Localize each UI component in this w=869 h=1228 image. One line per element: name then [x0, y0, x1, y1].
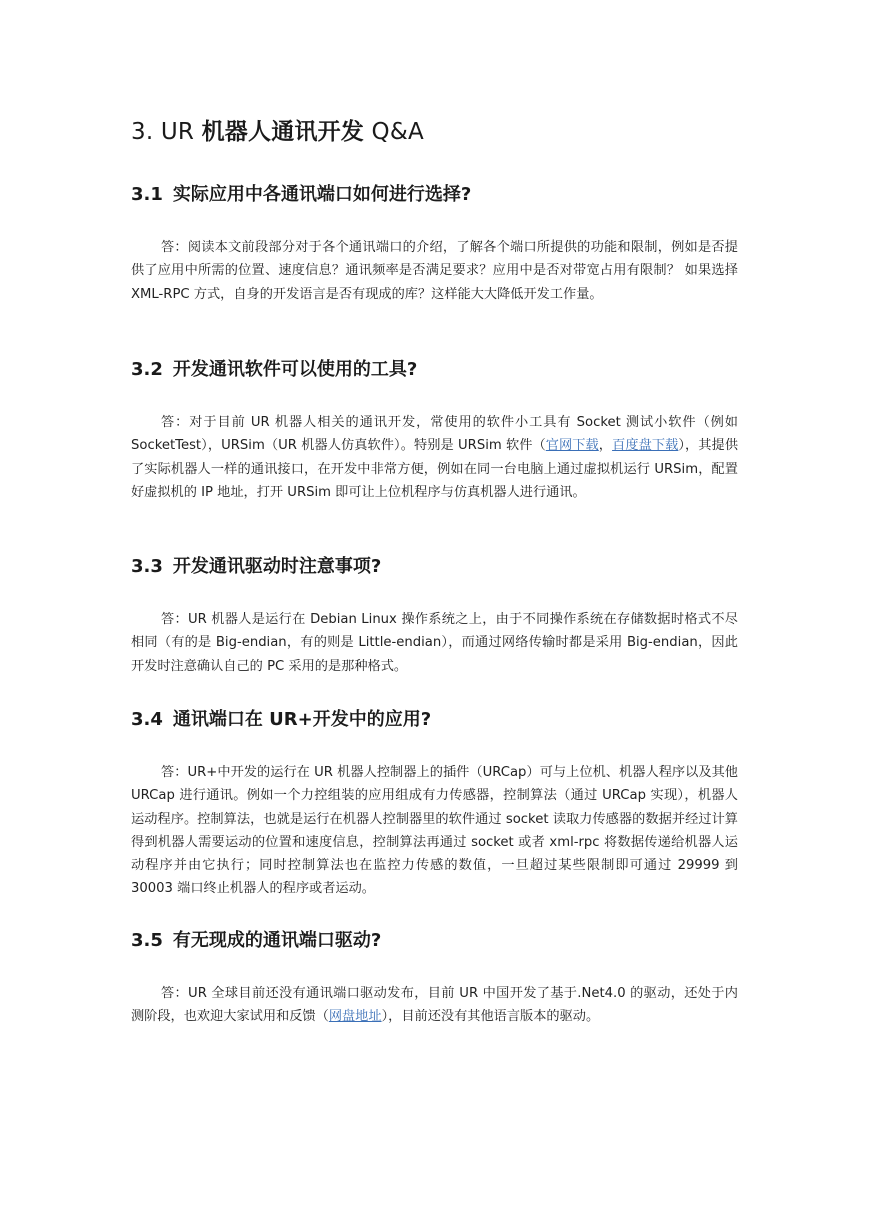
baidu-download-link[interactable]: 百度盘下载	[612, 438, 679, 454]
section-body: 答：UR+中开发的运行在 UR 机器人控制器上的插件（URCap）可与上位机、机器人程序以及其他 URCap 进行通讯。例如一个力控组装的应用组成有力传感器，控制算法（通过 URCap 实现），机器人运动程序。控制算法，也就是运行在机器人控制器里的软件通过 socket 读取力传感器的数据并经过计算得到机器人需要运动的位置和速度信息，控制算法再通过 socket 或者 xml-rpc 将数据传递给机器人运动程序并由它执行；同时控制算法也在监控力传感的数值，一旦超过某些限制即可通过 29999 到 30003 端口终止机器人的程序或者运动。	[131, 765, 738, 897]
section-heading	[131, 180, 738, 206]
title-suffix: Q&A	[364, 119, 424, 145]
section-3-3	[131, 552, 738, 678]
section-body	[131, 952, 738, 1029]
section-3-2	[131, 355, 738, 504]
title-number: 3. UR	[131, 119, 202, 145]
section-3-4	[131, 705, 738, 901]
section-heading	[131, 355, 738, 381]
section-heading	[131, 552, 738, 578]
section-body	[131, 381, 738, 504]
section-body: 答：阅读本文前段部分对于各个通讯端口的介绍，了解各个端口所提供的功能和限制，例如是否提供了应用中所需的位置、速度信息？通讯频率是否满足要求？应用中是否对带宽占用有限制？ 如果选择 XML-RPC 方式，自身的开发语言是否有现成的库？这样能大大降低开发工作量。	[131, 240, 738, 302]
netdisk-link[interactable]: 网盘地址	[328, 1009, 382, 1025]
section-number: 3.5	[131, 930, 163, 951]
section-body: 答：UR 机器人是运行在 Debian Linux 操作系统之上，由于不同操作系统在存储数据时格式不尽相同（有的是 Big-endian，有的则是 Little-endian），而通过网络传输时都是采用 Big-endian，因此开发时注意确认自己的 PC 采用的是那种格式。	[131, 612, 738, 674]
section-3-1	[131, 180, 738, 306]
section-title: 通讯端口在 UR+开发中的应用?	[172, 709, 432, 730]
section-number: 3.1	[131, 184, 163, 205]
document-title	[131, 113, 424, 146]
section-title: 实际应用中各通讯端口如何进行选择?	[172, 184, 472, 205]
official-download-link[interactable]: 官网下载	[545, 438, 599, 454]
section-number: 3.2	[131, 359, 163, 380]
section-3-5	[131, 926, 738, 1029]
body-text: 答：对于目前 UR 机器人相关的通讯开发，常使用的软件小工具有 Socket 测试小软件（例如 SocketTest），URSim（UR 机器人仿真软件）。特别是 URSim 软件（	[131, 415, 738, 454]
link-separator: ，	[598, 438, 613, 454]
body-text: 答：UR 全球目前还没有通讯端口驱动发布，目前 UR 中国开发了基于.Net4.0 的驱动，还处于内测阶段，也欢迎大家试用和反馈（	[131, 986, 738, 1025]
section-heading	[131, 926, 738, 952]
body-text: ），其提供了实际机器人一样的通讯接口，在开发中非常方便，例如在同一台电脑上通过虚拟机运行 URSim，配置好虚拟机的 IP 地址，打开 URSim 即可让上位机程序与仿真机器人进行通讯。	[131, 438, 739, 500]
section-title: 开发通讯软件可以使用的工具?	[172, 359, 418, 380]
section-title: 开发通讯驱动时注意事项?	[172, 556, 382, 577]
section-number: 3.3	[131, 556, 163, 577]
body-text: ），目前还没有其他语言版本的驱动。	[381, 1009, 600, 1025]
section-number: 3.4	[131, 709, 163, 730]
title-main: 机器人通讯开发	[201, 119, 364, 145]
section-title: 有无现成的通讯端口驱动?	[172, 930, 382, 951]
section-heading	[131, 705, 738, 731]
